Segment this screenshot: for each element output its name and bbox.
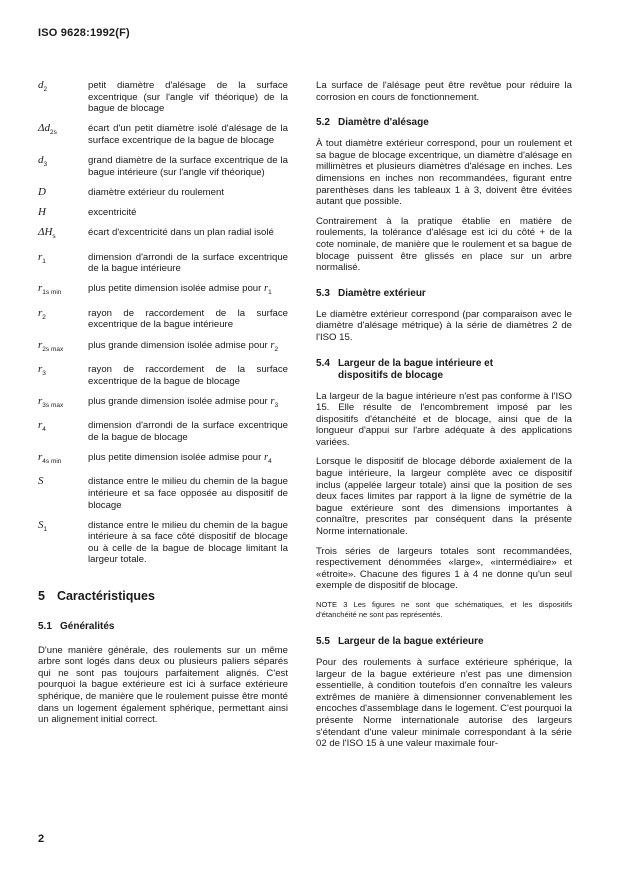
symbol-subscript: 2 bbox=[42, 314, 46, 322]
section-5-3-paragraph: Le diamètre extérieur correspond (par comparaison avec le diamètre d'alésage métrique) à la série de diamètres 2 de l'ISO 15. bbox=[316, 308, 572, 343]
symbol-subscript: 2s max bbox=[42, 345, 64, 353]
symbol bbox=[38, 283, 88, 299]
symbol bbox=[38, 364, 88, 387]
right-column bbox=[316, 80, 572, 758]
section-5-2-heading bbox=[316, 117, 572, 129]
symbol-description-text: plus petite dimension isolée admise pour bbox=[88, 451, 262, 463]
symbol-subscript: 3s max bbox=[42, 401, 64, 409]
left-column bbox=[38, 80, 288, 734]
section-5-1-number: 5.1 bbox=[38, 620, 52, 632]
symbol-base: r bbox=[38, 282, 43, 295]
symbol bbox=[38, 207, 88, 219]
section-5-2-title: Diamètre d'alésage bbox=[338, 117, 429, 129]
symbol-description-text: dimension d'arrondi de la surface excentrique de la bague intérieure bbox=[88, 251, 288, 275]
symbol-row bbox=[38, 520, 288, 566]
symbol-base: r bbox=[38, 419, 43, 432]
symbol-subscript: 2s bbox=[49, 129, 57, 137]
page-header: ISO 9628:1992(F) bbox=[38, 27, 130, 39]
section-5-5-title: Largeur de la bague extérieure bbox=[338, 636, 484, 647]
symbol-description-text: rayon de raccordement de la surface excentrique de la bague de blocage bbox=[88, 364, 288, 387]
symbol-row bbox=[38, 283, 288, 299]
section-5-3-number: 5.3 bbox=[316, 287, 330, 299]
symbol-reference: r bbox=[270, 395, 275, 407]
section-5-number: 5 bbox=[38, 588, 45, 603]
symbol-description-text: rayon de raccordement de la surface excentrique de la bague intérieure bbox=[88, 307, 288, 331]
symbol-base: r bbox=[38, 306, 43, 319]
symbol bbox=[38, 227, 88, 243]
symbol-row bbox=[38, 340, 288, 356]
symbol-description bbox=[88, 420, 288, 443]
symbol-row bbox=[38, 420, 288, 443]
symbol-description-text: petit diamètre d'alésage de la surface excentrique (sur l'angle vif théorique) de la bague de blocage bbox=[88, 80, 288, 115]
section-5-5-number: 5.5 bbox=[316, 636, 330, 647]
symbol-description bbox=[88, 520, 288, 566]
symbol-description bbox=[88, 283, 288, 299]
symbol-base: r bbox=[38, 363, 43, 375]
symbol-base: ΔH bbox=[38, 226, 53, 239]
symbol-base: Δd bbox=[38, 122, 50, 135]
symbol-row bbox=[38, 252, 288, 275]
symbol-description bbox=[88, 207, 288, 219]
symbol bbox=[38, 252, 88, 275]
symbol-subscript: 1 bbox=[43, 525, 48, 533]
symbol bbox=[38, 452, 88, 468]
section-5-5-heading bbox=[316, 636, 572, 648]
symbol-reference: r bbox=[270, 339, 275, 351]
symbol-row bbox=[38, 187, 288, 199]
symbol-description bbox=[88, 340, 288, 356]
symbol-subscript: 3 bbox=[42, 370, 46, 378]
symbol-base: r bbox=[38, 250, 43, 263]
symbol-row bbox=[38, 123, 288, 146]
symbol-description-text: plus petite dimension isolée admise pour bbox=[88, 283, 262, 295]
symbol-description bbox=[88, 476, 288, 511]
symbol-description-text: plus grande dimension isolée admise pour bbox=[88, 339, 268, 351]
note-3-label: NOTE 3 bbox=[316, 600, 348, 609]
symbol-description bbox=[88, 364, 288, 387]
section-5-4-paragraph-1: La largeur de la bague intérieure n'est pas conforme à l'ISO 15. Elle résulte de l'encombrement imposé par les dispositifs d'étanchéité et de blocage, ainsi que de la longueur d'appui sur l'arbre adéquate à des applications variées. bbox=[316, 390, 572, 448]
symbol bbox=[38, 123, 88, 146]
symbol-reference-subscript: 4 bbox=[268, 457, 272, 465]
symbol bbox=[38, 520, 88, 566]
symbol-row bbox=[38, 207, 288, 219]
symbol bbox=[38, 396, 88, 412]
symbol-reference-subscript: 3 bbox=[274, 401, 279, 409]
symbol-description-text: écart d'excentricité dans un plan radial isolé bbox=[88, 227, 274, 239]
section-5-1-paragraph: D'une manière générale, des roulements sur un même arbre sont logés dans deux ou plusieurs paliers séparés qui ne sont pas toujours parfaitement alignés. C'est pourquoi la bague extérieure est ici à surface extérieure sphérique, de manière que le roulement puisse être monté dans un logement également sphérique, permettant ainsi un alignement initial correct. bbox=[38, 644, 288, 726]
symbol-description bbox=[88, 123, 288, 146]
note-3-text: Les figures ne sont que schématiques, et les dispositifs d'étanchéité ne sont pas représentés. bbox=[316, 600, 572, 619]
symbol-base: d bbox=[38, 79, 44, 91]
section-5-4-heading bbox=[316, 358, 572, 382]
symbol-base: D bbox=[38, 185, 46, 198]
section-5-title: Caractéristiques bbox=[56, 588, 155, 603]
symbol-description bbox=[88, 252, 288, 275]
symbol-row bbox=[38, 364, 288, 387]
symbol-description bbox=[88, 155, 288, 178]
symbol-subscript: 1s min bbox=[42, 289, 62, 297]
bore-coating-paragraph: La surface de l'alésage peut être revêtue pour réduire la corrosion en cours de fonctionnement. bbox=[316, 80, 572, 103]
symbol-row bbox=[38, 396, 288, 412]
symbol-description bbox=[88, 308, 288, 331]
symbol-reference-subscript: 1 bbox=[268, 289, 272, 297]
symbol bbox=[38, 155, 88, 178]
symbol-base: H bbox=[38, 206, 46, 219]
symbol-subscript: s bbox=[52, 233, 56, 241]
symbol bbox=[38, 340, 88, 356]
symbol-subscript: 2 bbox=[43, 86, 48, 94]
symbol-description bbox=[88, 227, 288, 243]
symbol bbox=[38, 187, 88, 199]
page-number: 2 bbox=[38, 833, 45, 845]
symbol-description bbox=[88, 396, 288, 412]
section-5-2-number: 5.2 bbox=[316, 117, 330, 129]
symbol-base: r bbox=[38, 394, 43, 407]
symbol-description bbox=[88, 80, 288, 115]
symbol-description-text: excentricité bbox=[88, 207, 137, 219]
section-5-heading bbox=[38, 589, 288, 603]
symbol-row bbox=[38, 80, 288, 115]
symbol-base: d bbox=[38, 154, 44, 167]
section-5-2-paragraph-1: À tout diamètre extérieur correspond, pour un roulement et sa bague de blocage excentrique, un diamètre d'alésage en millimètres et plusieurs diamètres d'alésage en inches. Les dimensions en inches non recommandées, figurant entre parenthèses dans les tableaux 1 à 3, doivent être évitées autant que possible. bbox=[316, 138, 572, 208]
symbol-description-text: distance entre le milieu du chemin de la bague intérieure et sa face opposée au dispositif de blocage bbox=[88, 476, 288, 511]
symbol-reference-subscript: 2 bbox=[274, 345, 279, 353]
symbol-description bbox=[88, 452, 288, 468]
note-3 bbox=[316, 600, 572, 620]
symbol bbox=[38, 420, 88, 443]
section-5-3-heading bbox=[316, 288, 572, 300]
symbol-subscript: 3 bbox=[43, 161, 48, 169]
section-5-2-paragraph-2: Contrairement à la pratique établie en matière de roulements, la tolérance d'alésage est ici du côté + de la cote nominale, de manière que le roulement et sa bague de blocage puissent être glissés en place sur un arbre normalisé. bbox=[316, 215, 572, 274]
symbol-description-text: dimension d'arrondi de la surface excentrique de la bague de blocage bbox=[88, 420, 288, 443]
symbol-base: r bbox=[38, 450, 43, 463]
symbol-base: r bbox=[38, 338, 43, 351]
symbol-reference: r bbox=[264, 451, 269, 463]
section-5-4-paragraph-2: Lorsque le dispositif de blocage déborde axialement de la bague intérieure, la largeur complète avec ce dispositif inclus (appelée largeur totale) ainsi que la position de ses deux faces limites par rapport à la ligne de symétrie de la bague extérieure sont des dimensions importantes à connaître, prescrites par conséquent dans la présente Norme internationale. bbox=[316, 456, 572, 538]
symbol-row bbox=[38, 476, 288, 511]
symbol bbox=[38, 80, 88, 115]
symbol bbox=[38, 476, 88, 511]
symbol-description-text: grand diamètre de la surface excentrique de la bague intérieure (sur l'angle vif théorique) bbox=[88, 155, 288, 178]
symbol-row bbox=[38, 308, 288, 331]
section-5-1-heading bbox=[38, 621, 288, 633]
symbol-description-text: écart d'un petit diamètre isolé d'alésage de la surface excentrique de la bague de blocage bbox=[88, 123, 288, 146]
symbol-row bbox=[38, 155, 288, 178]
symbol-base: S bbox=[38, 518, 44, 531]
symbol-description bbox=[88, 187, 288, 199]
symbol-subscript: 4s min bbox=[42, 458, 62, 466]
section-5-5-paragraph: Pour des roulements à surface extérieure sphérique, la largeur de la bague extérieure n'est pas une dimension essentielle, à condition toutefois d'en connaître les valeurs extrêmes de manière à dimensionner convenablement les encoches d'assemblage dans le logement. C'est pourquoi la présente Norme internationale autorise des largeurs s'étendant d'une valeur minimale correspondant à la série 02 de l'ISO 15 à une valeur maximale four- bbox=[316, 657, 572, 750]
symbol-base: S bbox=[38, 475, 44, 488]
symbol-subscript: 4 bbox=[42, 426, 46, 434]
symbol bbox=[38, 308, 88, 331]
symbol-description-text: diamètre extérieur du roulement bbox=[88, 186, 224, 198]
section-5-4-number: 5.4 bbox=[316, 357, 330, 369]
section-5-4-paragraph-3: Trois séries de largeurs totales sont recommandées, respectivement dénommées «large», «intermédiaire» et «étroite». Chacune des figures 1 à 4 ne donne qu'un seul exemple de dispositif de blocage. bbox=[316, 545, 572, 592]
symbol-row bbox=[38, 452, 288, 468]
section-5-1-title: Généralités bbox=[60, 620, 115, 632]
section-5-4-title: Largeur de la bague intérieure et dispositifs de blocage bbox=[338, 357, 494, 381]
section-5-3-title: Diamètre extérieur bbox=[338, 287, 426, 299]
symbol-description-text: distance entre le milieu du chemin de la bague intérieure à sa face côté dispositif de blocage ou à celle de la bague de blocage limitant la largeur totale. bbox=[88, 519, 288, 566]
symbol-row bbox=[38, 227, 288, 243]
symbol-list bbox=[38, 80, 288, 566]
symbol-subscript: 1 bbox=[42, 257, 46, 265]
symbol-reference: r bbox=[264, 283, 269, 295]
symbol-description-text: plus grande dimension isolée admise pour bbox=[88, 395, 268, 407]
